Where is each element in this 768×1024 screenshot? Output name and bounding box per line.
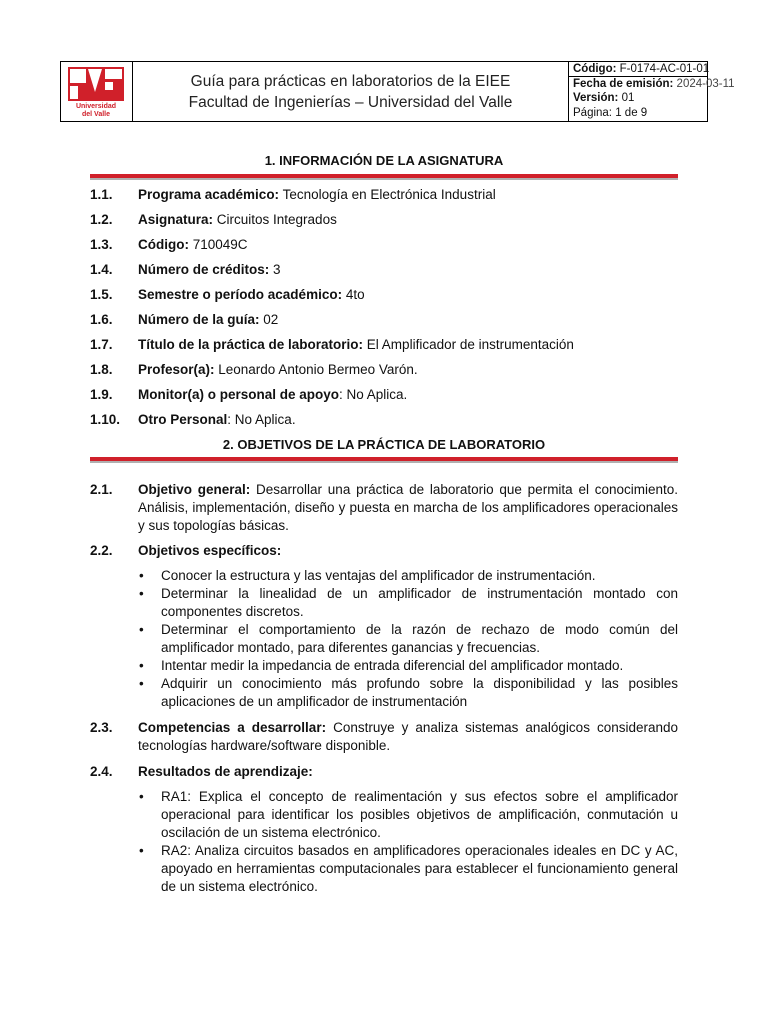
section-2-title: 2. OBJETIVOS DE LA PRÁCTICA DE LABORATORIO <box>222 437 546 452</box>
document-header <box>60 61 735 122</box>
header-meta <box>569 62 735 121</box>
page-label: Página: <box>573 106 613 119</box>
list-item: • Adquirir un conocimiento más profundo sobre la disponibilidad y las posibles aplicaciones de un amplificador de instrumentación <box>138 675 678 711</box>
header-title-line-1: Guía para prácticas en laboratorios de la EIEE <box>190 73 511 90</box>
item-label: Semestre o período académico: <box>138 287 343 302</box>
item-label: Número de la guía: <box>138 312 260 327</box>
item-number: 1.1. <box>90 187 113 202</box>
general-objective-label: Objetivo general: <box>138 482 251 497</box>
item-value: 02 <box>259 312 279 327</box>
item-number: 1.4. <box>90 262 113 277</box>
item-label: Monitor(a) o personal de apoyo <box>138 387 340 402</box>
item-number: 1.8. <box>90 362 113 377</box>
item-value: Leonardo Antonio Bermeo Varón. <box>214 362 418 377</box>
page-value: 1 de 9 <box>615 106 648 119</box>
list-item: • RA1: Explica el concepto de realimentación y sus efectos sobre el amplificador operacional para identificar los posibles objetivos de amplificación, conmutación u oscilación de un sistema electrónico. <box>138 788 678 842</box>
header-title-line-2: Facultad de Ingenierías – Universidad del Valle <box>188 94 513 111</box>
general-objective-number: 2.1. <box>90 482 113 497</box>
resultados-label: Resultados de aprendizaje: <box>138 764 313 779</box>
resultados-number: 2.4. <box>90 764 113 779</box>
section-1-title: 1. INFORMACIÓN DE LA ASIGNATURA <box>264 153 504 168</box>
list-item: • RA2: Analiza circuitos basados en amplificadores operacionales ideales en DC y AC, apoyado en herramientas computacionales para establecer el funcionamiento general de un sistema electrónico. <box>138 842 678 896</box>
specific-objectives-number: 2.2. <box>90 543 113 558</box>
item-number: 1.6. <box>90 312 113 327</box>
competencias <box>90 719 678 755</box>
item-number: 1.7. <box>90 337 113 352</box>
general-objective-text: Desarrollar una práctica de laboratorio que permita el conocimiento. Análisis, implementación, diseño y puesta en marcha de los amplificadores operacionales y sus topologías básicas. <box>138 482 678 533</box>
version-row <box>569 91 707 106</box>
code-row <box>569 62 710 77</box>
resultados-list <box>138 788 678 896</box>
section-2-rule <box>90 457 678 463</box>
competencias-label: Competencias a desarrollar: <box>138 720 327 735</box>
item-value: El Amplificador de instrumentación <box>363 337 574 352</box>
resultados-heading <box>90 763 678 781</box>
item-label: Otro Personal <box>138 412 228 427</box>
university-logo <box>61 62 131 120</box>
general-objective <box>90 481 678 535</box>
item-label: Número de créditos: <box>138 262 270 277</box>
item-label: Código: <box>138 237 189 252</box>
item-label: Asignatura: <box>138 212 214 227</box>
version-label: Versión: <box>573 92 619 104</box>
item-value: 4to <box>342 287 365 302</box>
item-label: Profesor(a): <box>138 362 215 377</box>
specific-objectives-heading <box>90 542 678 560</box>
item-label: Programa académico: <box>138 187 280 202</box>
version-value: 01 <box>621 92 635 104</box>
item-number: 1.2. <box>90 212 113 227</box>
item-number: 1.9. <box>90 387 113 402</box>
item-label: Título de la práctica de laboratorio: <box>138 337 364 352</box>
item-value: 3 <box>269 262 281 277</box>
item-value: 710049C <box>188 237 248 252</box>
list-item: • Conocer la estructura y las ventajas del amplificador de instrumentación. <box>138 567 678 585</box>
item-value: Circuitos Integrados <box>213 212 337 227</box>
item-value: : No Aplica. <box>227 412 296 427</box>
item-number: 1.5. <box>90 287 113 302</box>
page-row <box>569 106 707 121</box>
logo-cell <box>61 62 133 121</box>
competencias-text: Construye y analiza sistemas analógicos considerando tecnologías hardware/software disponible. <box>138 720 678 753</box>
item-number: 1.10. <box>90 412 121 427</box>
item-value: : No Aplica. <box>339 387 408 402</box>
header-title <box>133 62 569 121</box>
logo-text-2: del Valle <box>81 111 111 118</box>
date-row <box>569 77 735 92</box>
specific-objectives-label: Objetivos específicos: <box>138 543 282 558</box>
date-value: 2024-03-11 <box>676 77 735 90</box>
competencias-number: 2.3. <box>90 720 113 735</box>
date-label: Fecha de emisión: <box>573 77 674 90</box>
code-value: F-0174-AC-01-01 <box>619 63 710 75</box>
list-item: • Determinar el comportamiento de la razón de rechazo de modo común del amplificador montado, para diferentes ganancias y frecuencias. <box>138 621 678 657</box>
logo-text-1: Universidad <box>75 103 117 110</box>
item-number: 1.3. <box>90 237 113 252</box>
list-item: • Determinar la linealidad de un amplificador de instrumentación montado con componentes discretos. <box>138 585 678 621</box>
item-value: Tecnología en Electrónica Industrial <box>279 187 496 202</box>
code-label: Código: <box>573 63 617 75</box>
specific-objectives-list <box>138 567 678 711</box>
list-item: • Intentar medir la impedancia de entrada diferencial del amplificador montado. <box>138 657 678 675</box>
section-1-rule <box>90 174 678 180</box>
